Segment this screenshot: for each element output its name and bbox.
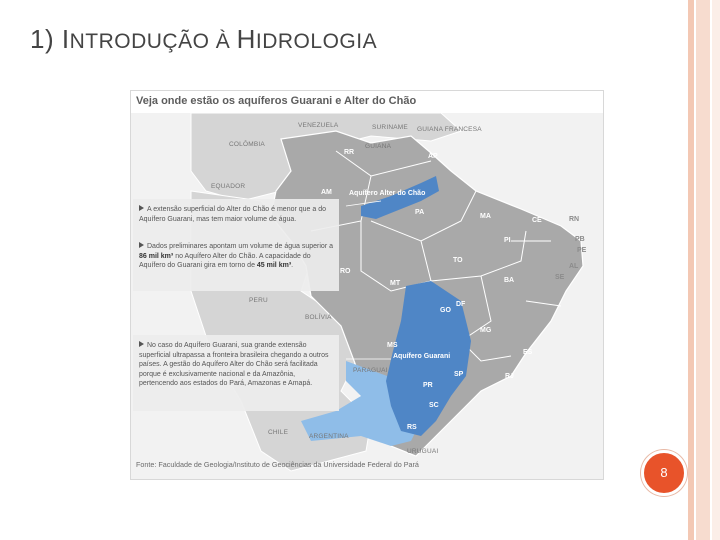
country-label-colombia: COLÔMBIA (229, 141, 265, 148)
note-text: Dados preliminares apontam um volume de água superior a (147, 243, 333, 250)
country-label-bolivia: BOLÍVIA (305, 314, 332, 321)
map-source: Fonte: Faculdade de Geologia/Instituto de Geociências da Universidade Federal do Pará (136, 460, 419, 469)
state-label-df: DF (456, 301, 466, 308)
country-label-chile: CHILE (268, 429, 289, 436)
title-smallcaps: NTRODUÇÃO (69, 30, 210, 53)
country-label-paraguai: PARAGUAI (353, 367, 388, 374)
title-prefix: 1) (30, 24, 62, 54)
country-label-venezuela: VENEZUELA (298, 122, 339, 129)
state-label-ma: MA (480, 213, 491, 220)
title-cap: H (236, 24, 256, 54)
state-label-am: AM (321, 189, 332, 196)
decorative-stripe (696, 0, 710, 540)
state-label-mt: MT (390, 280, 401, 287)
state-label-se: SE (555, 274, 565, 281)
decorative-stripe (712, 0, 720, 540)
slide-title (30, 24, 377, 55)
state-label-ro: RO (340, 268, 351, 275)
state-label-rj: RJ (505, 373, 514, 380)
map-header (131, 91, 603, 113)
state-label-rn: RN (569, 216, 580, 223)
note-extension (139, 205, 333, 224)
state-label-pa: PA (415, 209, 425, 216)
note-volume (139, 242, 333, 271)
bullet-icon (139, 242, 144, 248)
state-label-to: TO (453, 257, 463, 264)
state-label-al: AL (569, 263, 579, 270)
note-text: No caso do Aquífero Guarani, sua grande extensão superficial ultrapassa a fronteira brasileira chegando a outros países. A gestão do Aquífero Alter do Chão será facilitada porque é exclusivamente nacional e da Amazônia, pertencendo aos estados do Pará, Amazonas e Amapá. (139, 342, 329, 387)
state-label-ap: AP (428, 153, 438, 160)
map-headline: Veja onde estão os aquíferos Guarani e Alter do Chão (136, 95, 417, 107)
state-label-sc: SC (429, 402, 439, 409)
state-label-es: ES (523, 349, 533, 356)
state-label-ba: BA (504, 277, 515, 284)
note-text: no Aquífero Alter do Chão. A capacidade do Aquífero do Guarani gira em torno de (139, 252, 311, 269)
aquifer-map (130, 90, 604, 480)
state-label-pb: PB (575, 236, 585, 243)
country-label-guiana: GUIANA (365, 143, 392, 150)
state-label-sp: SP (454, 371, 464, 378)
note-value: 45 mil km³ (256, 262, 292, 269)
note-management (139, 341, 333, 389)
state-label-ce: CE (532, 217, 542, 224)
country-label-argentina: ARGENTINA (309, 433, 349, 440)
state-label-rs: RS (407, 424, 417, 431)
country-label-peru: PERU (249, 297, 268, 304)
state-label-ms: MS (387, 342, 398, 349)
note-value: 86 mil km³ (139, 252, 174, 260)
title-smallcaps: IDROLOGIA (255, 30, 378, 53)
country-label-suriname: SURINAME (372, 124, 408, 131)
note-text: . (291, 262, 294, 269)
callout-alter-do-chao: Aquífero Alter do Chão (349, 190, 426, 197)
bullet-icon (139, 205, 144, 211)
state-label-pe: PE (577, 247, 587, 254)
country-label-uruguai: URUGUAI (407, 448, 439, 455)
decorative-stripe (688, 0, 694, 540)
state-label-mg: MG (480, 327, 492, 334)
bullet-icon (139, 341, 144, 347)
note-text: A extensão superficial do Alter do Chão é menor que a do Aquífero Guarani, mas tem maior volume de água. (139, 206, 327, 223)
callout-guarani: Aquífero Guarani (393, 353, 451, 360)
title-cap: I (61, 24, 70, 54)
state-label-pi: PI (504, 237, 511, 244)
country-label-equador: EQUADOR (211, 183, 246, 190)
page-number-badge: 8 (641, 450, 687, 496)
state-label-go: GO (440, 307, 451, 314)
state-label-rr: RR (344, 149, 355, 156)
state-label-pr: PR (423, 382, 433, 389)
title-smallcaps: À (209, 30, 237, 53)
country-label-guiana-francesa: GUIANA FRANCESA (417, 126, 482, 133)
